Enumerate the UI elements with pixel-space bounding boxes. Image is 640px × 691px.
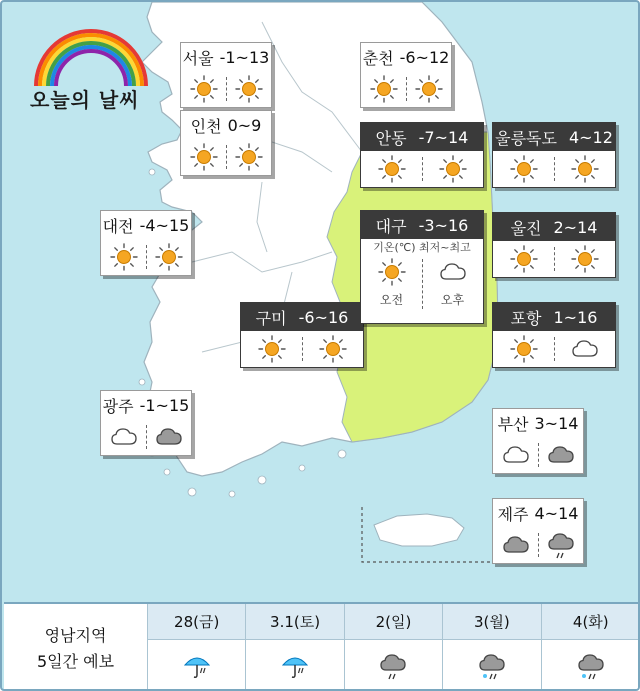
city-name: 광주 xyxy=(102,396,134,416)
forecast-day xyxy=(246,604,344,691)
sun-icon xyxy=(257,334,287,364)
sun-icon xyxy=(189,74,219,104)
sun-icon xyxy=(189,142,219,172)
rain-snow-cloud-icon xyxy=(477,651,507,681)
city-card xyxy=(492,122,616,188)
city-card-header xyxy=(101,211,191,239)
city-card-icons xyxy=(493,151,615,187)
reference-icons xyxy=(361,257,483,289)
city-card-header xyxy=(181,111,271,139)
city-card-icons xyxy=(361,151,483,187)
city-temp: -3~16 xyxy=(418,215,469,235)
five-day-forecast xyxy=(4,602,640,691)
forecast-day-icon-wrap xyxy=(542,640,640,691)
city-name: 안동 xyxy=(375,128,407,148)
city-card xyxy=(492,212,616,278)
city-name: 제주 xyxy=(497,504,529,524)
temp-legend: 기온(℃) 최저~최고 xyxy=(373,241,471,254)
city-card-icons xyxy=(361,71,451,107)
city-card-header xyxy=(493,123,615,151)
city-temp: 2~14 xyxy=(553,217,598,237)
city-temp: 0~9 xyxy=(227,115,262,135)
forecast-day-icon-wrap xyxy=(148,640,245,691)
city-card-header xyxy=(493,303,615,331)
cloud-icon xyxy=(438,257,468,287)
sun-icon xyxy=(438,154,468,184)
forecast-day xyxy=(148,604,246,691)
city-card xyxy=(492,302,616,368)
city-card-header xyxy=(181,43,271,71)
city-name: 춘천 xyxy=(362,48,394,68)
cloud-icon xyxy=(501,440,531,470)
city-name: 대구 xyxy=(375,216,407,236)
city-card xyxy=(100,390,192,456)
forecast-day-label: 3(월) xyxy=(443,604,540,640)
forecast-day-icon-wrap xyxy=(345,640,442,691)
umbrella-icon xyxy=(182,651,212,681)
city-temp: 4~14 xyxy=(534,503,579,523)
forecast-label xyxy=(4,604,148,691)
forecast-day xyxy=(542,604,640,691)
city-temp: 3~14 xyxy=(534,413,579,433)
sun-icon xyxy=(369,74,399,104)
am-label: 오전 xyxy=(379,292,404,307)
city-card-icons xyxy=(101,239,191,275)
rainbow-icon xyxy=(32,28,150,88)
forecast-day xyxy=(443,604,541,691)
city-name: 대전 xyxy=(102,216,134,236)
sun-icon xyxy=(570,244,600,274)
city-card xyxy=(360,122,484,188)
city-card-icons xyxy=(493,437,583,473)
city-card-icons xyxy=(101,419,191,455)
city-card xyxy=(240,302,364,368)
city-card-header xyxy=(493,409,583,437)
city-temp: -7~14 xyxy=(418,127,469,147)
sun-icon xyxy=(414,74,444,104)
cloud-icon xyxy=(109,422,139,452)
jeju-island xyxy=(374,514,464,546)
city-temp: 4~12 xyxy=(568,127,613,147)
forecast-day-icon-wrap xyxy=(443,640,540,691)
rain-cloud-icon xyxy=(378,651,408,681)
city-card xyxy=(180,42,272,108)
city-temp: -1~13 xyxy=(219,47,270,67)
city-card-header xyxy=(361,43,451,71)
city-card-icons xyxy=(181,139,271,175)
city-name: 구미 xyxy=(255,308,287,328)
sun-icon xyxy=(570,154,600,184)
forecast-label-line1: 영남지역 xyxy=(44,625,107,645)
dark-cloud-icon xyxy=(546,440,576,470)
sun-icon xyxy=(509,154,539,184)
city-card xyxy=(100,210,192,276)
city-temp: -6~12 xyxy=(399,47,450,67)
city-temp: 1~16 xyxy=(553,307,598,327)
city-card xyxy=(180,110,272,176)
city-card-icons xyxy=(241,331,363,367)
city-card-icons xyxy=(181,71,271,107)
city-temp: -4~15 xyxy=(139,215,190,235)
umbrella-icon xyxy=(280,651,310,681)
forecast-day-label: 2(일) xyxy=(345,604,442,640)
reference-card-daegu xyxy=(360,210,484,324)
sun-icon xyxy=(234,142,264,172)
city-name: 울진 xyxy=(510,218,542,238)
sun-icon xyxy=(377,257,407,287)
rain-cloud-icon xyxy=(546,530,576,560)
city-card-header xyxy=(241,303,363,331)
forecast-day-label: 28(금) xyxy=(148,604,245,640)
city-card-header xyxy=(101,391,191,419)
city-card xyxy=(360,42,452,108)
city-name: 부산 xyxy=(497,414,529,434)
forecast-label-line2: 5일간 예보 xyxy=(36,651,115,671)
city-name: 울릉독도 xyxy=(495,128,557,148)
dark-cloud-icon xyxy=(501,530,531,560)
rain-snow-cloud-icon xyxy=(576,651,606,681)
forecast-day-label: 4(화) xyxy=(542,604,640,640)
sun-icon xyxy=(318,334,348,364)
city-name: 포항 xyxy=(510,308,542,328)
city-card-icons xyxy=(493,527,583,563)
map-title: 오늘의 날씨 xyxy=(30,88,140,112)
cloud-icon xyxy=(570,334,600,364)
forecast-day-label: 3.1(토) xyxy=(246,604,343,640)
city-card xyxy=(492,498,584,564)
sun-icon xyxy=(509,244,539,274)
city-temp: -6~16 xyxy=(298,307,349,327)
city-card-icons xyxy=(493,331,615,367)
city-card-header xyxy=(361,123,483,151)
sun-icon xyxy=(377,154,407,184)
city-name: 서울 xyxy=(182,48,214,68)
forecast-day-icon-wrap xyxy=(246,640,343,691)
forecast-day xyxy=(345,604,443,691)
sun-icon xyxy=(109,242,139,272)
city-card-icons xyxy=(493,241,615,277)
reference-card-header xyxy=(361,211,483,239)
pm-label: 오후 xyxy=(440,292,465,307)
city-card-header xyxy=(493,499,583,527)
city-temp: -1~15 xyxy=(139,395,190,415)
city-name: 인천 xyxy=(190,116,222,136)
sun-icon xyxy=(234,74,264,104)
city-card-header xyxy=(493,213,615,241)
sun-icon xyxy=(154,242,184,272)
city-card xyxy=(492,408,584,474)
dark-cloud-icon xyxy=(154,422,184,452)
sun-icon xyxy=(509,334,539,364)
